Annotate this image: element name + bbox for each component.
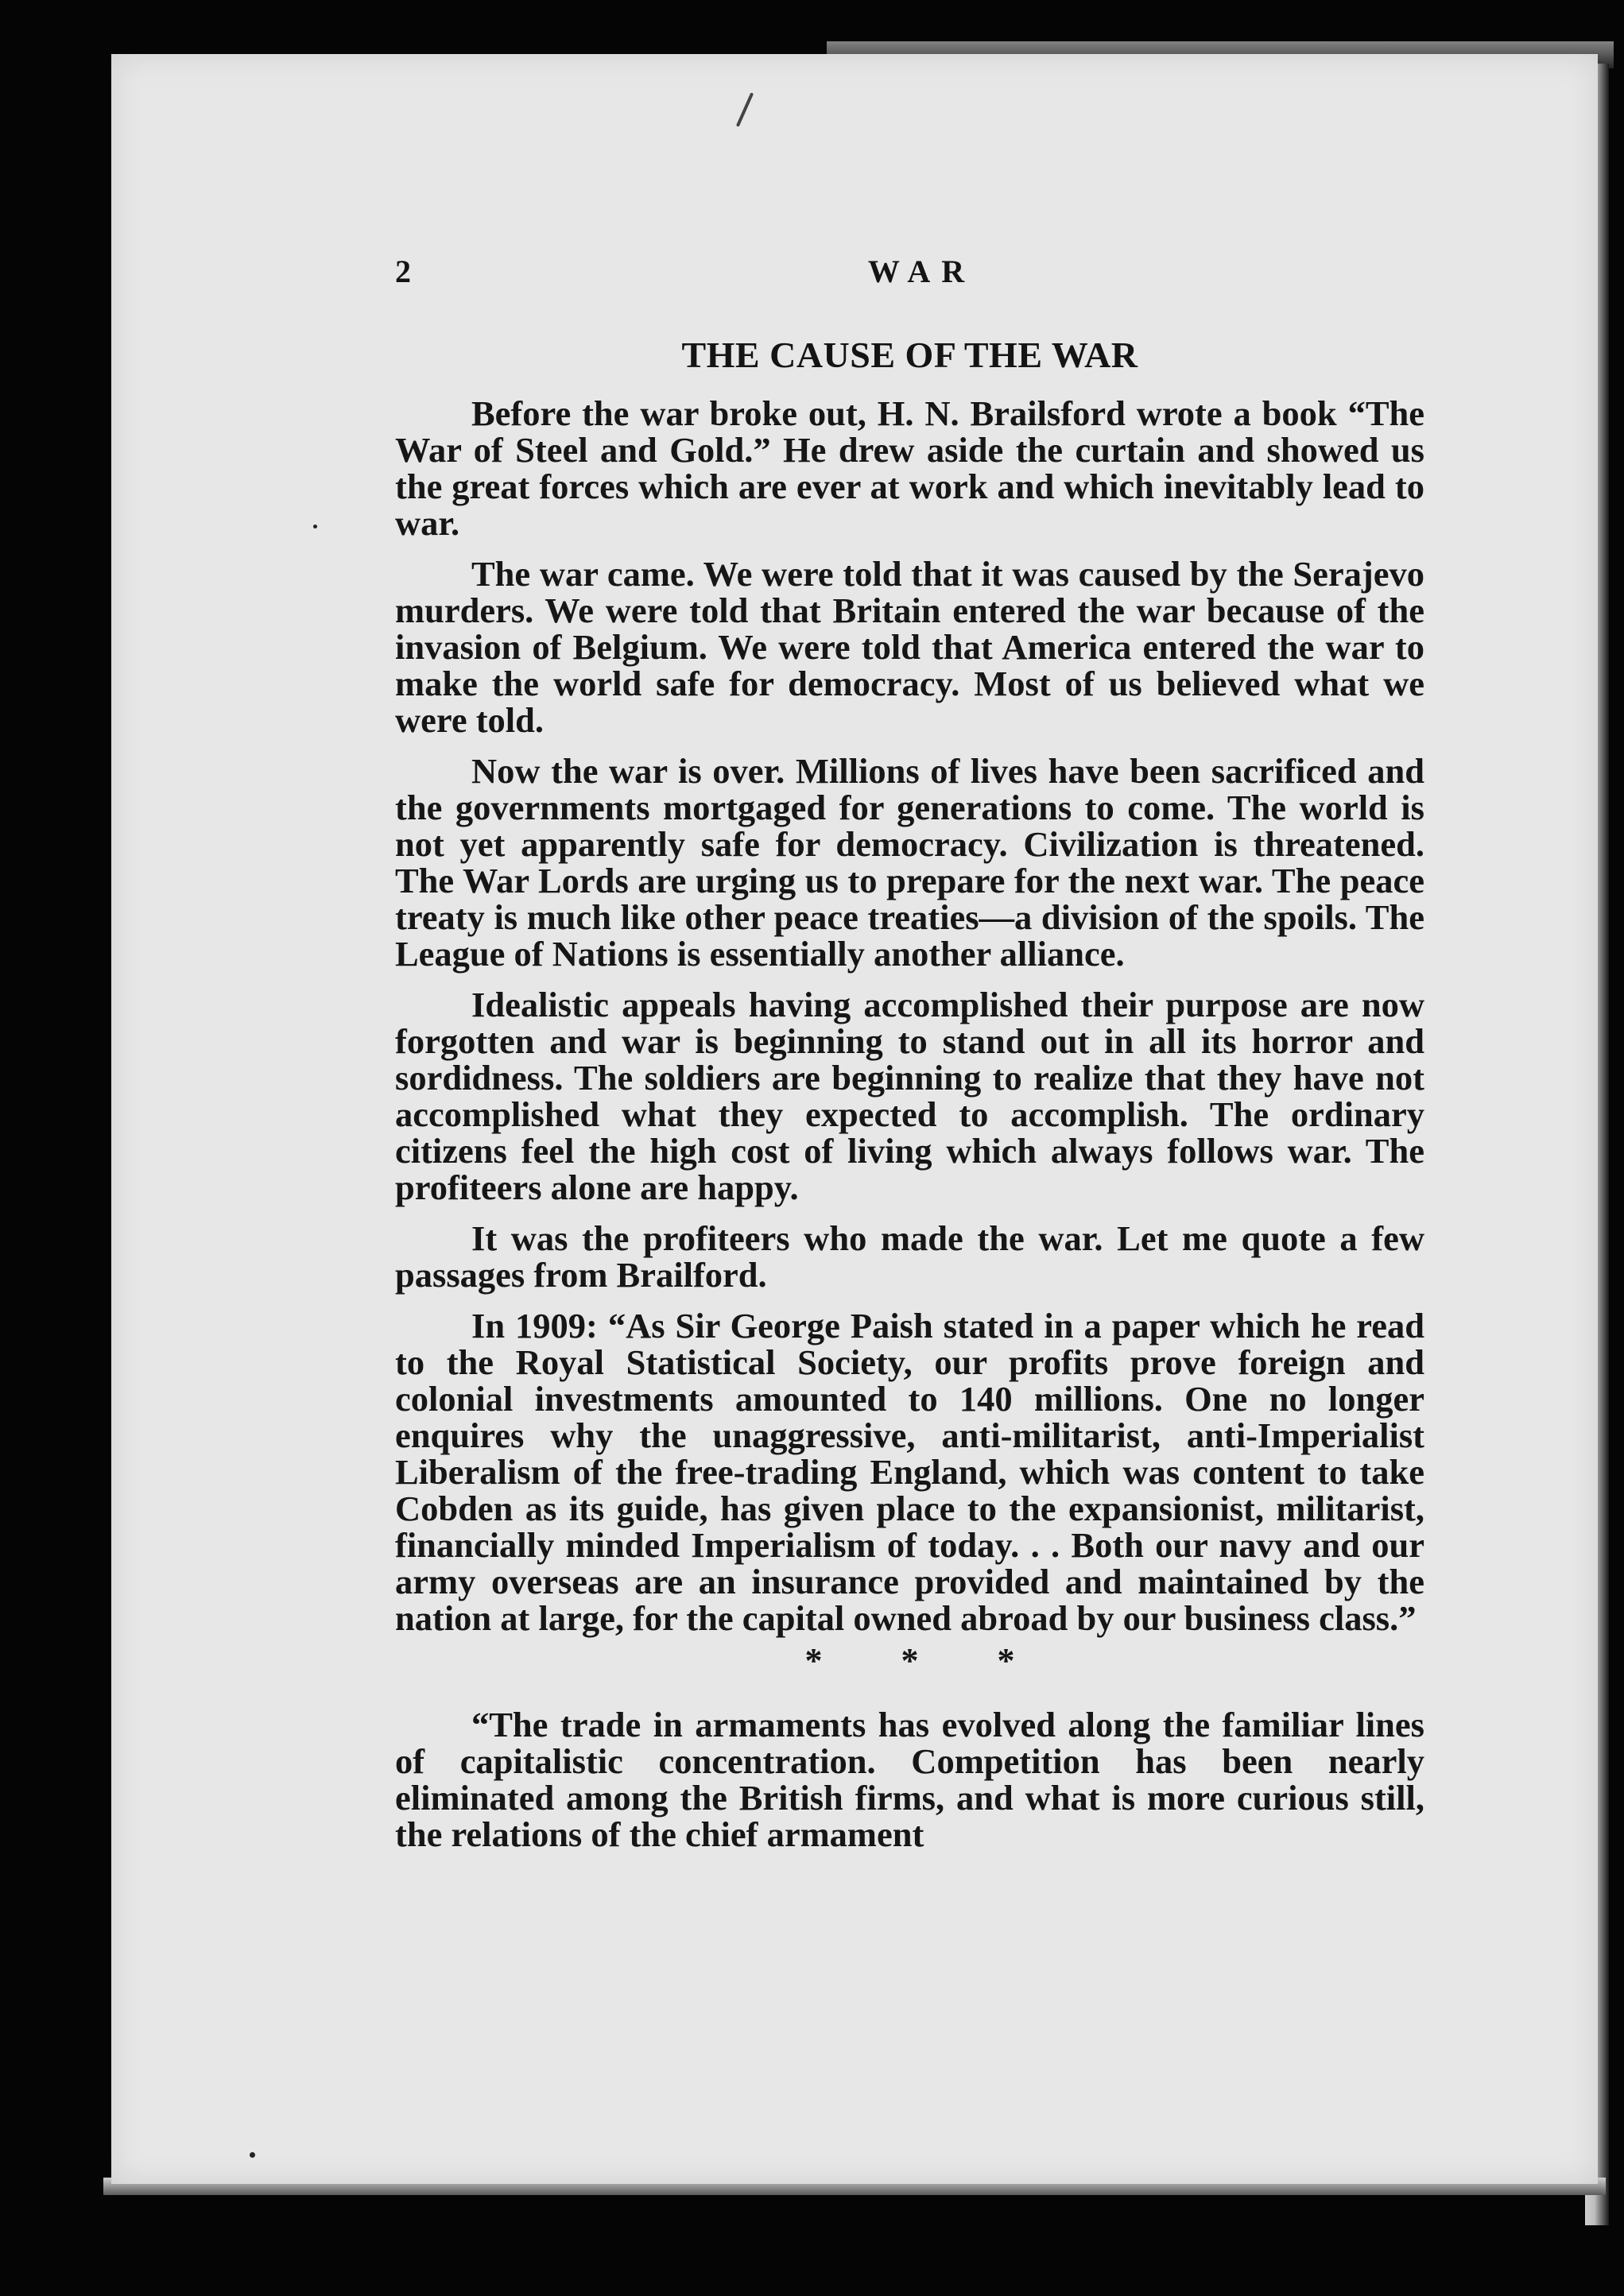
paragraph: It was the profiteers who made the war. Let me quote a few passages from Brailford. — [395, 1218, 1424, 1295]
page-number: 2 — [395, 254, 411, 289]
chapter-title: THE CAUSE OF THE WAR — [681, 335, 1138, 375]
scan-speck — [313, 525, 317, 529]
paragraph: The war came. We were told that it was caused by the Serajevo murders. We were told that Britain entered the war because of the invasion of Belgium. We were told that America entered the war to make the world safe for democracy. Most of us believed what we were told. — [395, 554, 1424, 740]
paragraph: “The trade in armaments has evolved along the familiar lines of capitalistic concentration. Competition has been nearly eliminated among the British firms, and what is more curious still, the relations of the chief armament — [395, 1705, 1424, 1854]
paragraph: Before the war broke out, H. N. Brailsford wrote a book “The War of Steel and Gold.” He drew aside the curtain and showed us the great forces which are ever at work and which inevitably lead to war. — [395, 393, 1424, 543]
paragraph: Now the war is over. Millions of lives have been sacrificed and the governments mortgaged for generations to come. The world is not yet apparently safe for democracy. Civilization is threatened. The War Lords are urging us to prepare for the next war. The peace treaty is much like other peace treaties—a division of the spoils. The League of Nations is essentially another alliance. — [395, 751, 1424, 974]
page-header — [395, 253, 1424, 297]
paragraph: In 1909: “As Sir George Paish stated in a paper which he read to the Royal Statistical Society, our profits prove foreign and colonial investments amounted to 140 millions. One no longer enquires why the unaggressive, anti-militarist, anti-Imperialist Liberalism of the free-trading England, which was content to take Cobden as its guide, has given place to the expansionist, militarist, financially minded Imperialism of today. . . Both our navy and our army overseas are an insurance provided and maintained by the nation at large, for the capital owned abroad by our business class.” — [395, 1306, 1424, 1638]
scan-speck — [250, 2152, 255, 2158]
paragraph: Idealistic appeals having accomplished their purpose are now forgotten and war is beginning to stand out in all its horror and sordidness. The soldiers are beginning to realize that they have not accomplished what they expected to accomplish. The ordinary citizens feel the high cost of living which always follows war. The profiteers alone are happy. — [395, 985, 1424, 1207]
section-divider: * * * — [804, 1641, 1050, 1680]
body-text — [395, 395, 1424, 1867]
running-head: WAR — [867, 254, 976, 289]
